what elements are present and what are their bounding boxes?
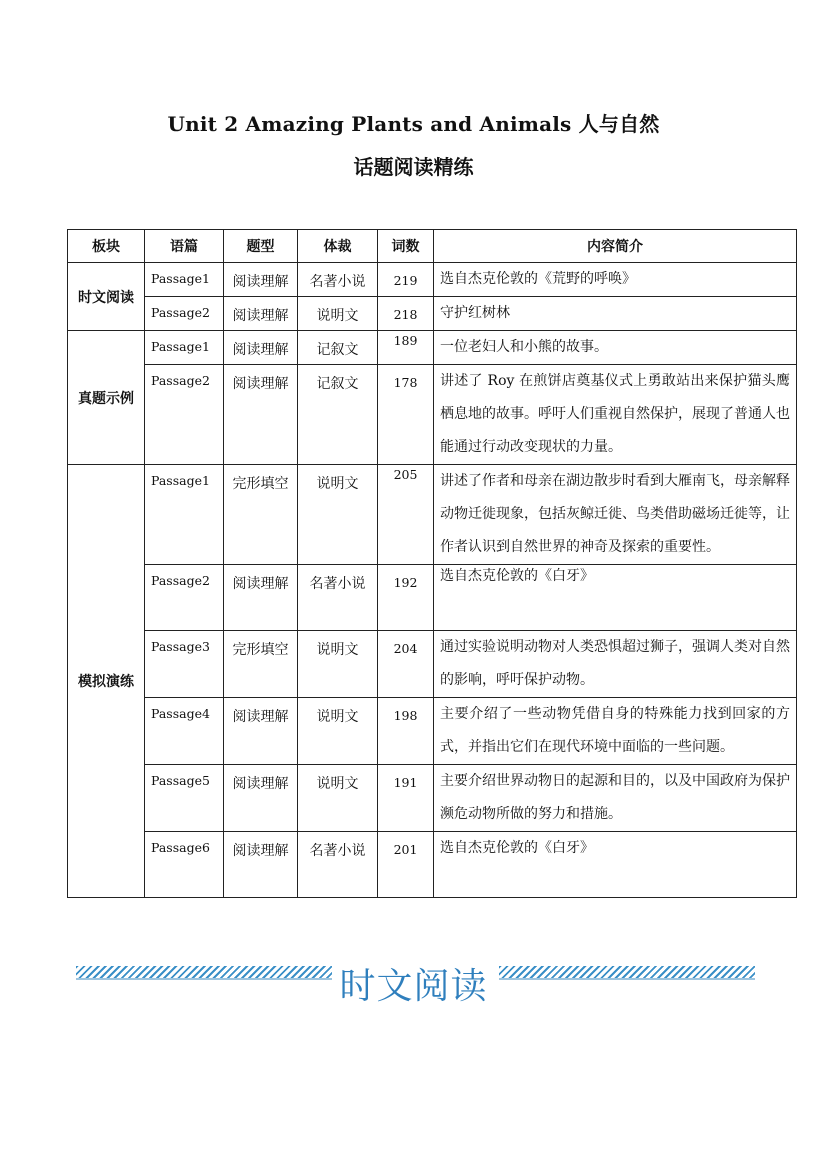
section-banner-title: 时文阅读	[339, 966, 488, 1007]
question-type-cell: 阅读理解	[224, 331, 298, 365]
genre-cell: 名著小说	[298, 832, 378, 898]
question-type-cell: 阅读理解	[224, 698, 298, 765]
word-count-cell: 178	[378, 365, 434, 465]
genre-cell: 记叙文	[298, 331, 378, 365]
genre-cell: 说明文	[298, 631, 378, 698]
section-label: 模拟演练	[68, 465, 145, 898]
genre-cell: 名著小说	[298, 263, 378, 297]
passage-cell: Passage1	[145, 263, 224, 297]
description-cell: 讲述了 Roy 在煎饼店奠基仪式上勇敢站出来保护猫头鹰栖息地的故事。呼吁人们重视自然保护，展现了普通人也能通过行动改变现状的力量。	[434, 365, 797, 465]
section-label: 时文阅读	[68, 263, 145, 331]
column-header: 词数	[378, 230, 434, 263]
question-type-cell: 阅读理解	[224, 365, 298, 465]
document-subtitle: 话题阅读精练	[353, 155, 474, 179]
word-count-cell: 204	[378, 631, 434, 698]
section-label: 真题示例	[68, 331, 145, 465]
description-cell: 选自杰克伦敦的《白牙》	[434, 832, 797, 898]
passage-cell: Passage4	[145, 698, 224, 765]
question-type-cell: 完形填空	[224, 631, 298, 698]
passage-cell: Passage2	[145, 297, 224, 331]
word-count-cell: 201	[378, 832, 434, 898]
column-header: 板块	[68, 230, 145, 263]
word-count-cell: 198	[378, 698, 434, 765]
description-cell: 通过实验说明动物对人类恐惧超过狮子，强调人类对自然的影响，呼吁保护动物。	[434, 631, 797, 698]
question-type-cell: 阅读理解	[224, 765, 298, 832]
passage-cell: Passage1	[145, 331, 224, 365]
word-count-cell: 219	[378, 263, 434, 297]
table-row	[68, 631, 797, 698]
question-type-cell: 阅读理解	[224, 565, 298, 631]
description-cell: 讲述了作者和母亲在湖边散步时看到大雁南飞，母亲解释动物迁徙现象，包括灰鲸迁徙、鸟类借助磁场迁徙等，让作者认识到自然世界的神奇及探索的重要性。	[434, 465, 797, 565]
passage-overview-table	[67, 229, 797, 898]
passage-cell: Passage3	[145, 631, 224, 698]
genre-cell: 说明文	[298, 765, 378, 832]
document-title: Unit 2 Amazing Plants and Animals 人与自然	[167, 112, 660, 136]
passage-cell: Passage2	[145, 365, 224, 465]
word-count-cell: 191	[378, 765, 434, 832]
description-cell: 一位老妇人和小熊的故事。	[434, 331, 797, 365]
word-count-cell: 218	[378, 297, 434, 331]
column-header: 内容简介	[434, 230, 797, 263]
table-row	[68, 565, 797, 631]
table-row	[68, 465, 797, 565]
genre-cell: 说明文	[298, 297, 378, 331]
description-cell: 守护红树林	[434, 297, 797, 331]
question-type-cell: 阅读理解	[224, 297, 298, 331]
table-header-row	[68, 230, 797, 263]
table-row	[68, 765, 797, 832]
table-row	[68, 698, 797, 765]
genre-cell: 名著小说	[298, 565, 378, 631]
word-count-cell: 189	[378, 331, 434, 365]
genre-cell: 说明文	[298, 698, 378, 765]
description-cell: 主要介绍了一些动物凭借自身的特殊能力找到回家的方式，并指出它们在现代环境中面临的一些问题。	[434, 698, 797, 765]
column-header: 语篇	[145, 230, 224, 263]
word-count-cell: 192	[378, 565, 434, 631]
question-type-cell: 完形填空	[224, 465, 298, 565]
description-cell: 选自杰克伦敦的《荒野的呼唤》	[434, 263, 797, 297]
description-cell: 选自杰克伦敦的《白牙》	[434, 565, 797, 631]
passage-cell: Passage6	[145, 832, 224, 898]
passage-cell: Passage2	[145, 565, 224, 631]
question-type-cell: 阅读理解	[224, 832, 298, 898]
genre-cell: 说明文	[298, 465, 378, 565]
column-header: 题型	[224, 230, 298, 263]
genre-cell: 记叙文	[298, 365, 378, 465]
passage-cell: Passage1	[145, 465, 224, 565]
table-row	[68, 365, 797, 465]
table-row	[68, 331, 797, 365]
table-row	[68, 297, 797, 331]
description-cell: 主要介绍世界动物日的起源和目的，以及中国政府为保护濒危动物所做的努力和措施。	[434, 765, 797, 832]
word-count-cell: 205	[378, 465, 434, 565]
passage-cell: Passage5	[145, 765, 224, 832]
table-row	[68, 832, 797, 898]
table-row	[68, 263, 797, 297]
column-header: 体裁	[298, 230, 378, 263]
question-type-cell: 阅读理解	[224, 263, 298, 297]
